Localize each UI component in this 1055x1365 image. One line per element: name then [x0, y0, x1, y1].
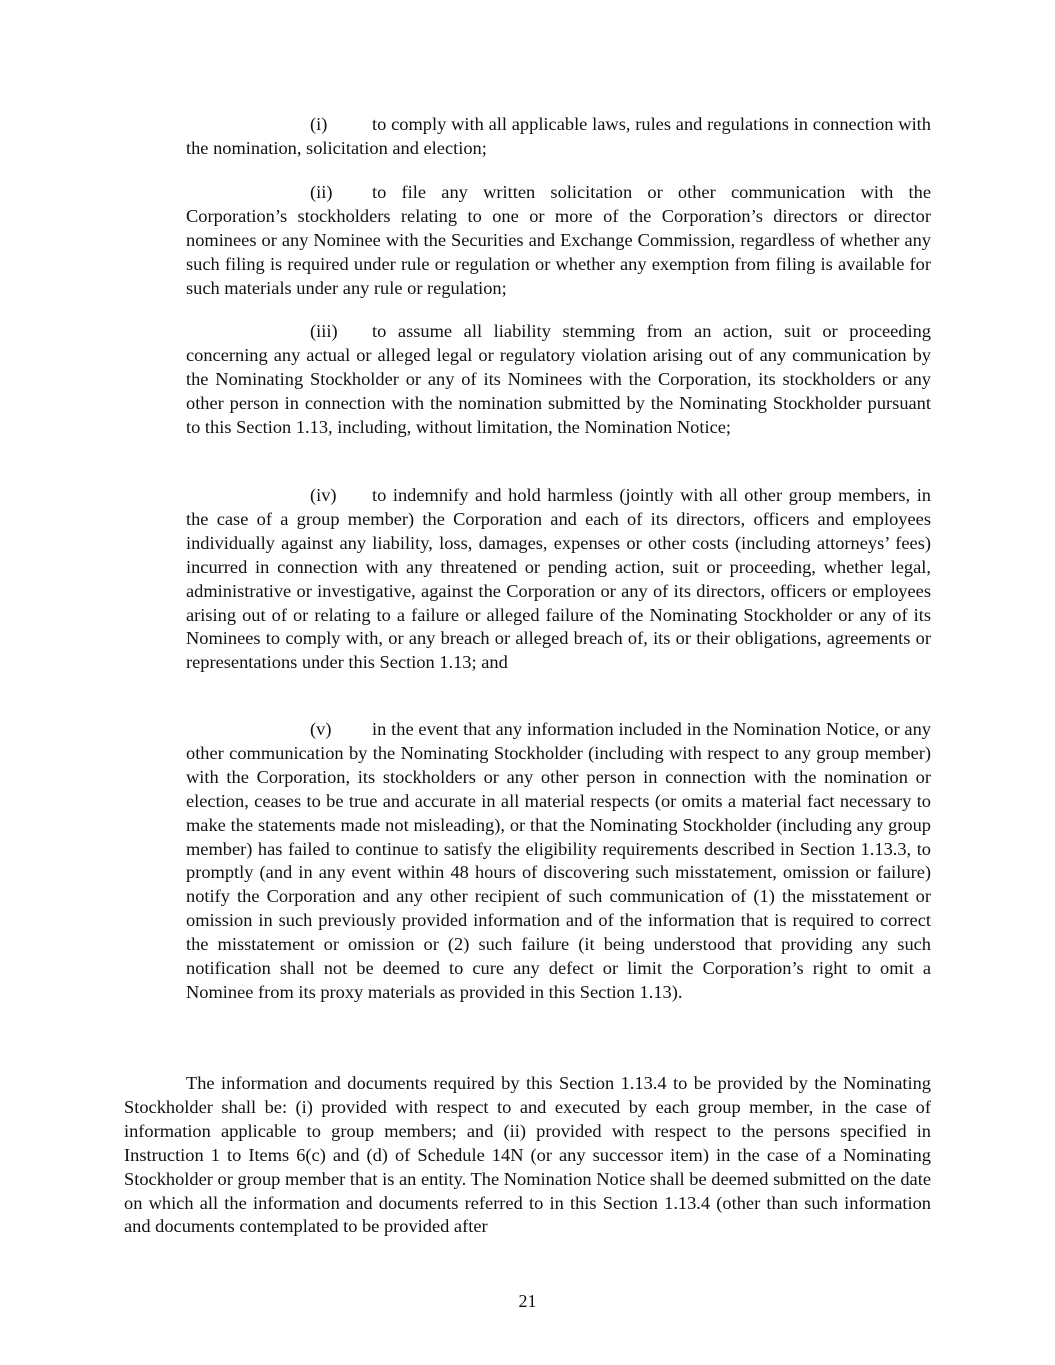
clause-label: (iv) — [310, 485, 337, 505]
clause-text: to comply with all applicable laws, rules and regulations in connection with the nomination, solicitation and election; — [186, 114, 931, 158]
clause-iv — [186, 484, 931, 675]
clause-iii — [186, 320, 931, 440]
clause-v — [186, 718, 931, 1005]
clause-text: to assume all liability stemming from an action, suit or proceeding concerning any actual or alleged legal or regulatory violation arising out of any communication by the Nominating Stockholder or any of its Nominees with the Corporation, its stockholders or any other person in connection with the nomination submitted by the Nominating Stockholder pursuant to this Section 1.13, including, without limitation, the Nomination Notice; — [186, 321, 931, 437]
clause-label: (iii) — [310, 321, 338, 341]
clause-label: (v) — [310, 719, 332, 739]
clause-label: (i) — [310, 114, 328, 134]
clause-text: to indemnify and hold harmless (jointly with all other group members, in the case of a group member) the Corporation and each of its directors, officers and employees individually against any liability, loss, damages, expenses or other costs (including attorneys’ fees) incurred in connection with any threatened or pending action, suit or proceeding, whether legal, administrative or investigative, against the Corporation or any of its directors, officers or employees arising out of or relating to a failure or alleged failure of the Nominating Stockholder or any of its Nominees to comply with, or any breach or alleged breach of, its or their obligations, agreements or representations under this Section 1.13; and — [186, 485, 931, 673]
clause-text: to file any written solicitation or other communication with the Corporation’s stockholders relating to one or more of the Corporation’s directors or director nominees or any Nominee with the Securities and Exchange Commission, regardless of whether any such filing is required under rule or regulation or whether any exemption from filing is available for such materials under any rule or regulation; — [186, 182, 931, 298]
clause-ii — [186, 181, 931, 301]
clause-label: (ii) — [310, 182, 333, 202]
clause-text: in the event that any information included in the Nomination Notice, or any other communication by the Nominating Stockholder (including with respect to any group member) with the Corporation, its stockholders or any other person in connection with the nomination or election, ceases to be true and accurate in all material respects (or omits a material fact necessary to make the statements made not misleading), or that the Nominating Stockholder (including any group member) has failed to continue to satisfy the eligibility requirements described in Section 1.13.3, to promptly (and in any event within 48 hours of discovering such misstatement, omission or failure) notify the Corporation and any other recipient of such communication of (1) the misstatement or omission in such previously provided information and of the information that is required to correct the misstatement or omission or (2) such failure (it being understood that providing any such notification shall not be deemed to cure any defect or limit the Corporation’s right to omit a Nominee from its proxy materials as provided in this Section 1.13). — [186, 719, 931, 1002]
page-number: 21 — [518, 1291, 537, 1311]
closing-paragraph: The information and documents required by this Section 1.13.4 to be provided by the Nominating Stockholder shall be: (i) provided with respect to and executed by each group member, in the case of information applicable to group members; and (ii) provided with respect to the persons specified in Instruction 1 to Items 6(c) and (d) of Schedule 14N (or any successor item) in the case of a Nominating Stockholder or group member that is an entity. The Nomination Notice shall be deemed submitted on the date on which all the information and documents referred to in this Section 1.13.4 (other than such information and documents contemplated to be provided after — [124, 1073, 931, 1237]
clause-i — [186, 113, 931, 161]
